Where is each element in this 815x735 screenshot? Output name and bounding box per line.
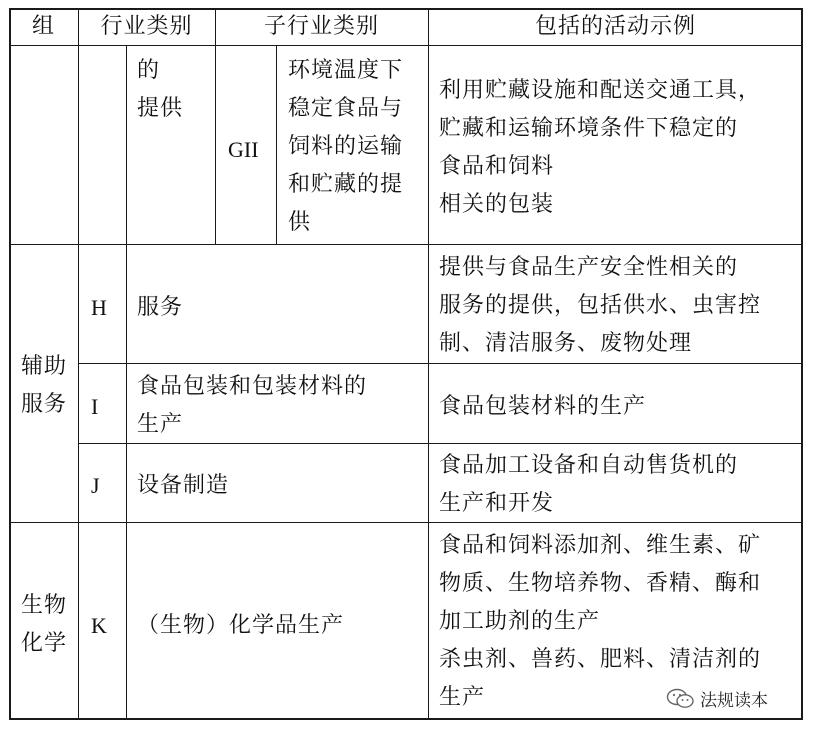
h-examples: 提供与食品生产安全性相关的 服务的提供，包括供水、虫害控 制、清洁服务、废物处理 — [439, 255, 762, 356]
standard-table — [9, 8, 803, 720]
j-name: 设备制造 — [137, 473, 230, 498]
g-examples: 利用贮藏设施和配送交通工具， 贮藏和运输环境条件下稳定的 食品和饲料 相关的包装 — [439, 78, 762, 217]
col-examples-border — [428, 8, 429, 720]
j-code: J — [91, 473, 100, 498]
i-name: 食品包装和包装材料的 生产 — [137, 374, 368, 437]
table-bottom-border — [9, 718, 803, 720]
watermark-text: 法规读本 — [700, 691, 768, 711]
table-right-border — [801, 8, 803, 720]
watermark — [666, 686, 768, 711]
col-g-sub-name-border — [276, 45, 277, 244]
k-code: K — [91, 613, 107, 638]
col-code-border — [126, 45, 127, 720]
g-industry-continued: 的 提供 — [137, 58, 184, 121]
group-auxiliary-services: 辅助 服务 — [21, 354, 68, 417]
wechat-icon — [666, 688, 696, 710]
h-name: 服务 — [137, 295, 184, 320]
header-sub-industry: 子行业类别 — [263, 14, 379, 39]
k-examples: 食品和饲料添加剂、维生素、矿 物质、生物培养物、香精、酶和 加工助剂的生产 杀虫剂、兽药、肥料、清洁剂的 生产 — [439, 533, 762, 710]
col-group-border — [78, 8, 79, 720]
header-industry: 行业类别 — [100, 14, 193, 39]
k-name: （生物）化学品生产 — [137, 613, 345, 638]
group-biochemistry: 生物 化学 — [21, 593, 68, 656]
header-group: 组 — [31, 14, 55, 39]
col-g-sub-left-border — [215, 45, 216, 244]
table-left-border — [9, 8, 11, 720]
g-code: GII — [228, 137, 259, 162]
header-examples: 包括的活动示例 — [534, 14, 696, 39]
j-examples: 食品加工设备和自动售货机的 生产和开发 — [439, 453, 739, 516]
g-sub-name: 环境温度下 稳定食品与 饲料的运输 和贮藏的提 供 — [288, 58, 404, 235]
row-h-bottom-border — [78, 363, 803, 364]
i-code: I — [91, 394, 99, 419]
h-code: H — [91, 295, 107, 320]
i-examples: 食品包装材料的生产 — [439, 394, 647, 419]
row-g-bottom-border — [9, 244, 803, 245]
